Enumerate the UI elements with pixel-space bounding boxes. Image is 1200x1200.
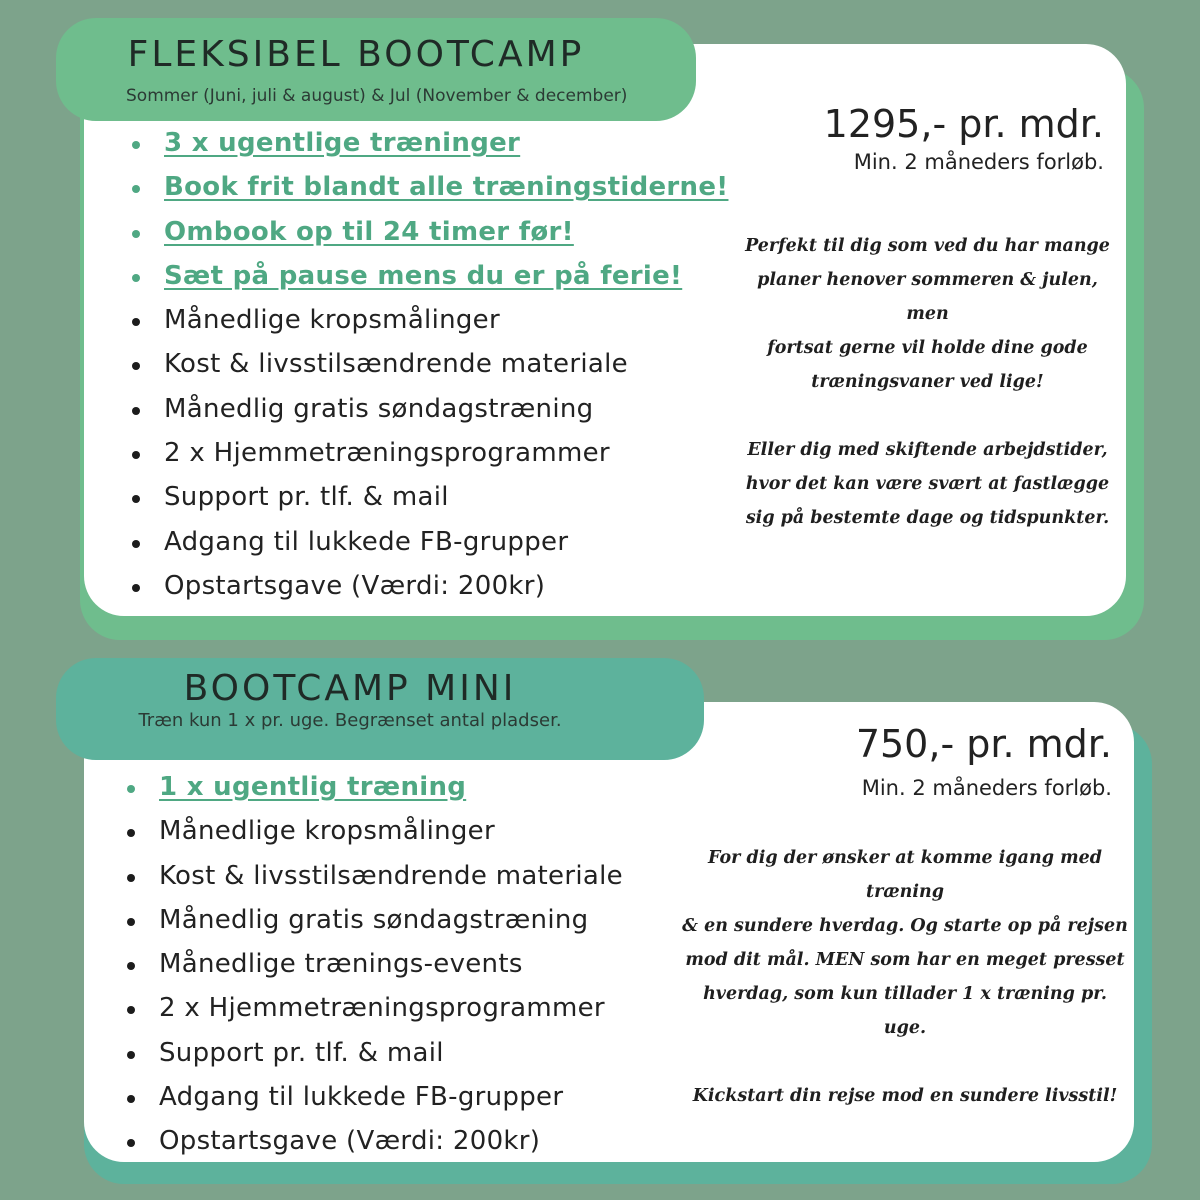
feature-text: Kost & livsstilsændrende materiale [164, 349, 628, 380]
feature-text: Månedlige kropsmålinger [159, 816, 495, 847]
feature-text: 3 x ugentlige træninger [164, 128, 521, 158]
feature-item [128, 121, 728, 165]
feature-text: Månedlige trænings-events [159, 949, 523, 980]
feature-text: Månedlig gratis søndagstræning [164, 393, 594, 424]
feature-text: 2 x Hjemmetræningsprogrammer [159, 993, 605, 1024]
feature-text: Book frit blandt alle træningstiderne! [164, 172, 729, 203]
feature-item [128, 254, 728, 298]
feature-text: Adgang til lukkede FB-grupper [159, 1082, 564, 1113]
description-line: For dig der ønsker at komme igang med træning [708, 848, 1102, 902]
description-line: fortsat gerne vil holde dine gode [767, 338, 1088, 358]
feature-text: Månedlige kropsmålinger [164, 305, 500, 336]
plan-description [680, 841, 1130, 1113]
description-line: hverdag, som kun tillader 1 x træning pr. uge. [703, 984, 1107, 1038]
plan-subtitle: Træn kun 1 x pr. uge. Begrænset antal pladser. [138, 710, 562, 731]
feature-text: Månedlig gratis søndagstræning [159, 904, 589, 935]
feature-item [128, 475, 728, 519]
feature-item [123, 854, 623, 898]
feature-list [128, 121, 728, 608]
feature-text: Opstartsgave (Værdi: 200kr) [164, 570, 546, 601]
feature-item [128, 387, 728, 431]
feature-item [123, 1075, 623, 1119]
feature-item [123, 942, 623, 986]
feature-text: Adgang til lukkede FB-grupper [164, 526, 569, 557]
feature-item [128, 342, 728, 386]
feature-text: Support pr. tlf. & mail [159, 1037, 444, 1068]
plan-title: FLEKSIBEL BOOTCAMP [127, 34, 585, 75]
feature-item [123, 1031, 623, 1075]
plan-price: 1295,- pr. mdr. [823, 102, 1104, 146]
description-line: hvor det kan være svært at fastlægge [745, 474, 1110, 494]
description-line: Eller dig med skiftende arbejdstider, [747, 440, 1108, 460]
plan-banner [56, 18, 696, 121]
feature-list [123, 765, 623, 1164]
plan-min-period: Min. 2 måneders forløb. [853, 150, 1104, 174]
feature-text: Ombook op til 24 timer før! [164, 216, 574, 247]
feature-item [123, 765, 623, 809]
description-line: mod dit mål. MEN som har en meget presset [685, 950, 1125, 970]
plan-price: 750,- pr. mdr. [855, 722, 1112, 766]
feature-item [128, 520, 728, 564]
plan-subtitle: Sommer (Juni, juli & august) & Jul (November & december) [126, 86, 628, 106]
feature-item [123, 986, 623, 1030]
description-line [740, 399, 1115, 433]
feature-text: 1 x ugentlig træning [159, 772, 467, 802]
feature-item [128, 210, 728, 254]
description-line: sig på bestemte dage og tidspunkter. [745, 508, 1110, 528]
feature-text: 2 x Hjemmetræningsprogrammer [164, 438, 610, 469]
description-line: træningsvaner ved lige! [811, 372, 1044, 392]
plan-description [740, 229, 1115, 535]
feature-item [128, 298, 728, 342]
description-line: & en sundere hverdag. Og starte op på rejsen [682, 916, 1128, 936]
feature-item [123, 809, 623, 853]
feature-item [128, 564, 728, 608]
feature-item [123, 898, 623, 942]
feature-item [128, 431, 728, 475]
description-line: planer henover sommeren & julen, men [757, 270, 1098, 324]
description-line [680, 1045, 1130, 1079]
plan-title: BOOTCAMP MINI [183, 668, 517, 709]
feature-text: Opstartsgave (Værdi: 200kr) [159, 1126, 541, 1157]
plan-min-period: Min. 2 måneders forløb. [861, 776, 1112, 800]
plan-banner [56, 658, 704, 760]
feature-text: Support pr. tlf. & mail [164, 482, 449, 513]
feature-text: Sæt på pause mens du er på ferie! [164, 260, 683, 291]
feature-item [123, 1119, 623, 1163]
description-line: Perfekt til dig som ved du har mange [745, 236, 1110, 256]
feature-item [128, 165, 728, 209]
feature-text: Kost & livsstilsændrende materiale [159, 860, 623, 891]
description-line: Kickstart din rejse mod en sundere livsstil! [692, 1086, 1118, 1106]
